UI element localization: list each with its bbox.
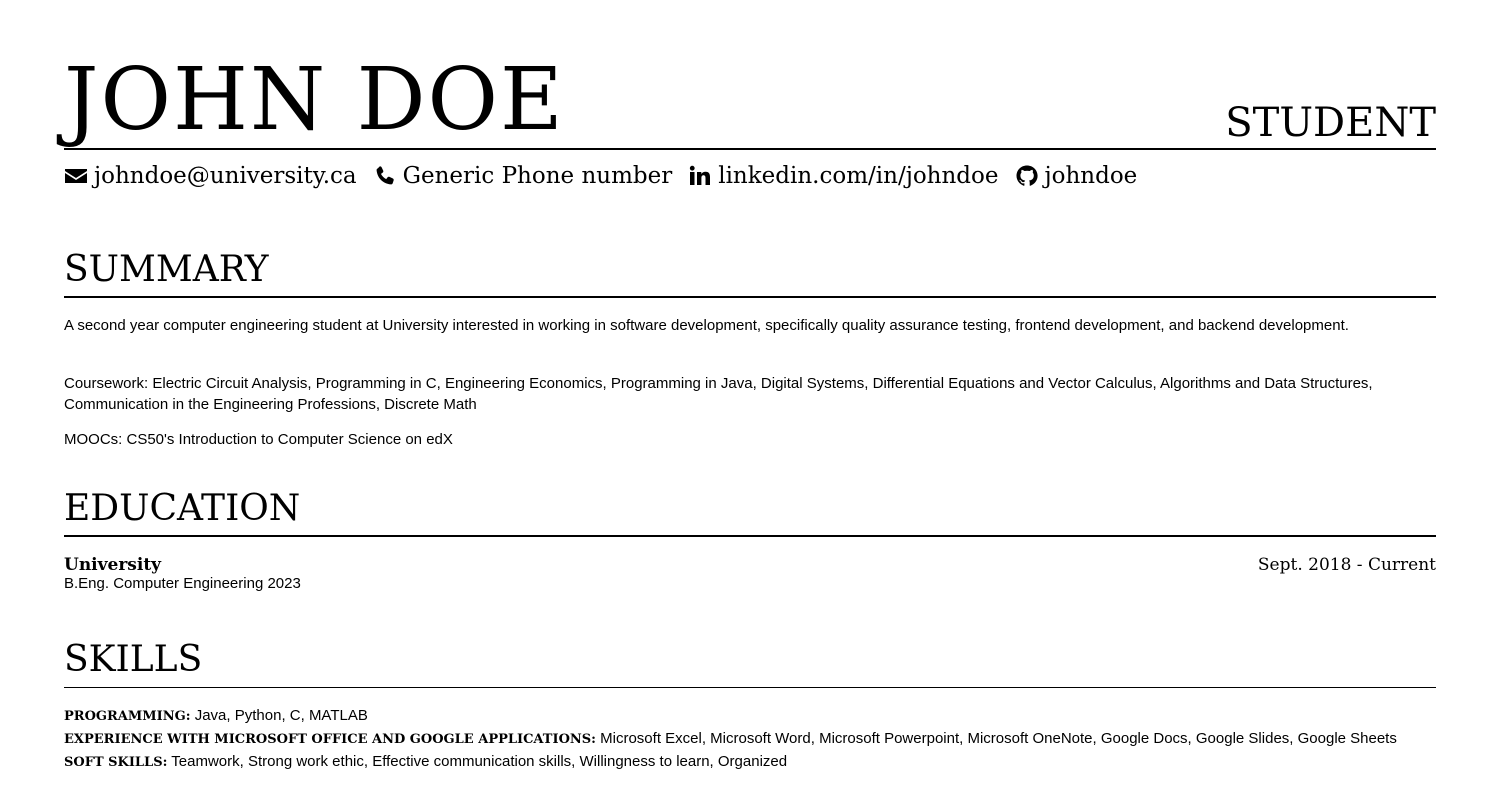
email-text: johndoe@university.ca — [94, 163, 357, 189]
summary-coursework: Coursework: Electric Circuit Analysis, Programming in C, Engineering Economics, Programming in Java, Digital Systems, Differential Equations and Vector Calculus, Algorithms and Data Structures, Communication in the Engineering Professions, Discrete Math — [64, 375, 1373, 413]
summary-moocs: MOOCs: CS50's Introduction to Computer Science on edX — [64, 431, 453, 448]
skill-row — [64, 751, 1436, 773]
contact-github[interactable] — [1015, 160, 1138, 192]
contact-bar — [64, 160, 1153, 192]
linkedin-icon — [688, 164, 712, 188]
skill-value: Teamwork, Strong work ethic, Effective communication skills, Willingness to learn, Organized — [171, 753, 788, 770]
education-heading: EDUCATION — [64, 487, 1436, 537]
skill-value: Microsoft Excel, Microsoft Word, Microsoft Powerpoint, Microsoft OneNote, Google Docs, Google Slides, Google Sheets — [600, 730, 1397, 747]
contact-phone[interactable] — [373, 160, 673, 192]
education-school: University — [64, 555, 162, 575]
github-icon — [1015, 164, 1039, 188]
summary-heading: SUMMARY — [64, 248, 1436, 298]
candidate-role: STUDENT — [1225, 100, 1436, 146]
github-text: johndoe — [1044, 163, 1138, 189]
contact-linkedin[interactable] — [688, 160, 998, 192]
envelope-icon — [64, 164, 88, 188]
skills-heading: SKILLS — [64, 638, 1436, 688]
resume-page — [64, 0, 1436, 770]
skill-label: EXPERIENCE WITH MICROSOFT OFFICE AND GOOGLE APPLICATIONS: — [64, 732, 596, 747]
education-dates: Sept. 2018 - Current — [1257, 555, 1436, 575]
skill-label: SOFT SKILLS: — [64, 755, 168, 770]
candidate-name: JOHN DOE — [64, 50, 565, 150]
resume-header — [64, 0, 1436, 150]
skill-row — [64, 705, 1436, 727]
skill-label: PROGRAMMING: — [64, 709, 191, 724]
summary-paragraph: A second year computer engineering student at University interested in working in software development, specifically quality assurance testing, frontend development, and backend development. — [64, 317, 1349, 334]
phone-icon — [373, 164, 397, 188]
education-degree: B.Eng. Computer Engineering 2023 — [64, 575, 301, 592]
contact-email[interactable] — [64, 160, 357, 192]
linkedin-text: linkedin.com/in/johndoe — [718, 163, 999, 189]
skill-row — [64, 728, 1436, 750]
phone-text: Generic Phone number — [402, 163, 673, 189]
skill-value: Java, Python, C, MATLAB — [194, 707, 368, 724]
